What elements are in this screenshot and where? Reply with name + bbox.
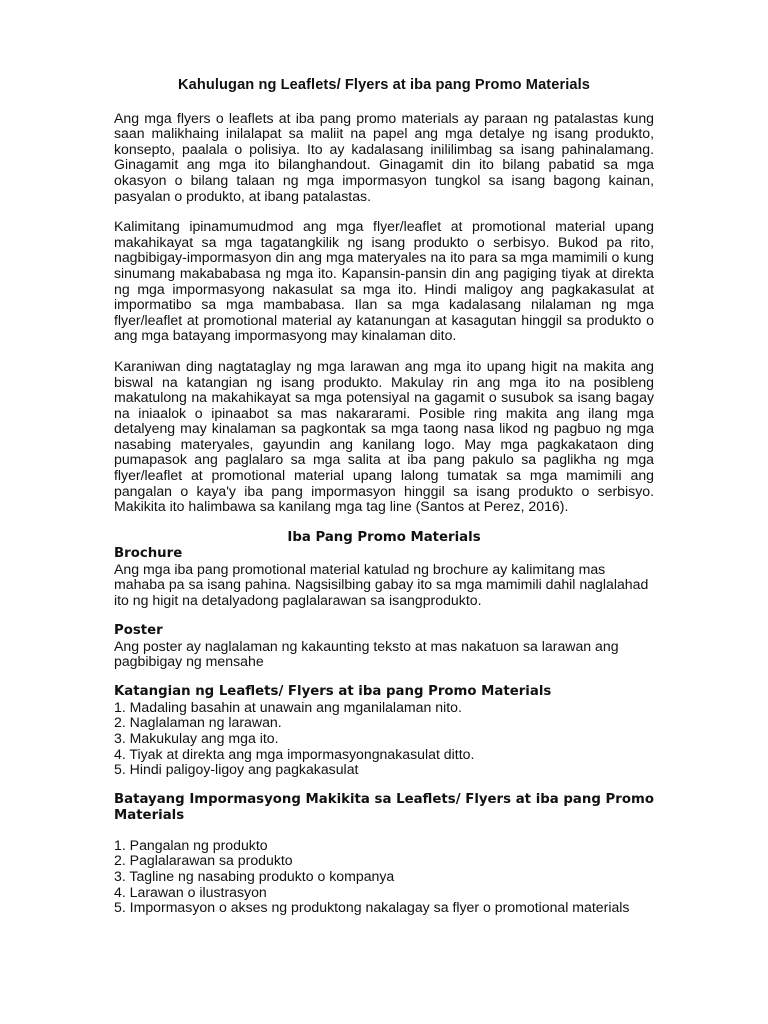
list-item: 5. Impormasyon o akses ng produktong nakalagay sa flyer o promotional materials — [114, 899, 630, 916]
brochure-heading: Brochure — [114, 545, 183, 561]
section-heading-other-promo: Iba Pang Promo Materials — [287, 529, 481, 545]
document-page — [114, 78, 654, 916]
list-item: 2. Naglalaman ng larawan. — [114, 714, 282, 731]
list-item: 2. Paglalarawan sa produkto — [114, 852, 293, 869]
list-item: 4. Tiyak at direkta ang mga impormasyongnakasulat ditto. — [114, 745, 475, 762]
list-item: 5. Hindi paligoy-ligoy ang pagkakasulat — [114, 761, 359, 778]
list-item: 3. Tagline ng nasabing produkto o kompanya — [114, 867, 395, 884]
list-item: 4. Larawan o ilustrasyon — [114, 883, 267, 900]
batayang-list — [114, 838, 654, 916]
batayang-section — [114, 792, 654, 916]
list-item: 1. Pangalan ng produkto — [114, 836, 268, 853]
paragraph-3: Karaniwan ding nagtataglay ng mga larawan ang mga ito upang higit na makita ang biswal na katangian ng isang produkto. Makulay rin ang mga ito na posibleng makatulong na makahikayat sa mga potensiyal na gagamit o susubok sa isang bagay na iniaalok o ipinaabot sa mas nakararami. Posible ring makita ang ilang mga detalyeng may kinalaman sa pagkontak sa mga taong nasa likod ng pagbuo ng mga nasabing materyales, gayundin ang kanilang logo. May mga pagkakataon ding pumapasok ang paglalaro sa mga salita at iba pang pakulo sa paglikha ng mga flyer/leaflet at promotional material upang lalong tumatak sa mga mamimili ang pangalan o kaya'y iba pang impormasyon hinggil sa isang produkto o serbisyo. Makikita ito halimbawa sa kanilang mga tag line (Santos at Perez, 2016). — [114, 357, 654, 515]
page-title: Kahulugan ng Leaflets/ Flyers at iba pang Promo Materials — [178, 77, 590, 93]
brochure-text: Ang mga iba pang promotional material katulad ng brochure ay kalimitang mas mahaba pa sa isang pahina. Nagsisilbing gabay ito sa mga mamimili dahil naglalahad ito ng higit na detalyadong paglalarawan sa isangprodukto. — [114, 560, 649, 609]
paragraph-2: Kalimitang ipinamumudmod ang mga flyer/leaflet at promotional material upang makahikayat sa mga tagatangkilik ng isang produkto o serbisyo. Bukod pa rito, nagbibigay-impormasyon din ang mga materyales na ito para sa mga mamimili o kung sinumang makababasa ng mga ito. Kapansin-pansin din ang pagiging tiyak at direkta ng mga impormasyong nakasulat sa mga ito. Hindi maligoy ang pagkakasulat at impormatibo sa mga mambabasa. Ilan sa mga kadalasang nilalaman ng mga flyer/leaflet at promotional material ay katanungan at kasagutan hinggil sa produkto o ang mga batayang impormasyong may kinalaman dito. — [114, 218, 654, 344]
poster-section — [114, 623, 654, 670]
katangian-section — [114, 684, 654, 778]
katangian-list — [114, 700, 654, 778]
batayang-heading: Batayang Impormasyong Makikita sa Leaflets/ Flyers at iba pang Promo Materials — [114, 791, 654, 823]
list-item: 1. Madaling basahin at unawain ang mganilalaman nito. — [114, 698, 462, 715]
list-item: 3. Makukulay ang mga ito. — [114, 730, 279, 746]
brochure-section — [114, 546, 654, 609]
paragraph-1: Ang mga flyers o leaflets at iba pang promo materials ay paraan ng patalastas kung saan malikhaing inilalapat sa maliit na papel ang mga detalye ng isang produkto, konsepto, paalala o polisiya. Ito ay kadalasang inililimbag sa isang pahinalamang. Ginagamit ang mga ito bilanghandout. Ginagamit din ito bilang pabatid sa mga okasyon o bilang talaan ng mga impormasyon tungkol sa isang bagong kainan, pasyalan o produkto, at ibang patalastas. — [114, 109, 654, 204]
poster-heading: Poster — [114, 622, 163, 638]
katangian-heading: Katangian ng Leaflets/ Flyers at iba pang Promo Materials — [114, 683, 552, 699]
poster-text: Ang poster ay naglalaman ng kakaunting teksto at mas nakatuon sa larawan ang pagbibigay ng mensahe — [114, 637, 619, 670]
